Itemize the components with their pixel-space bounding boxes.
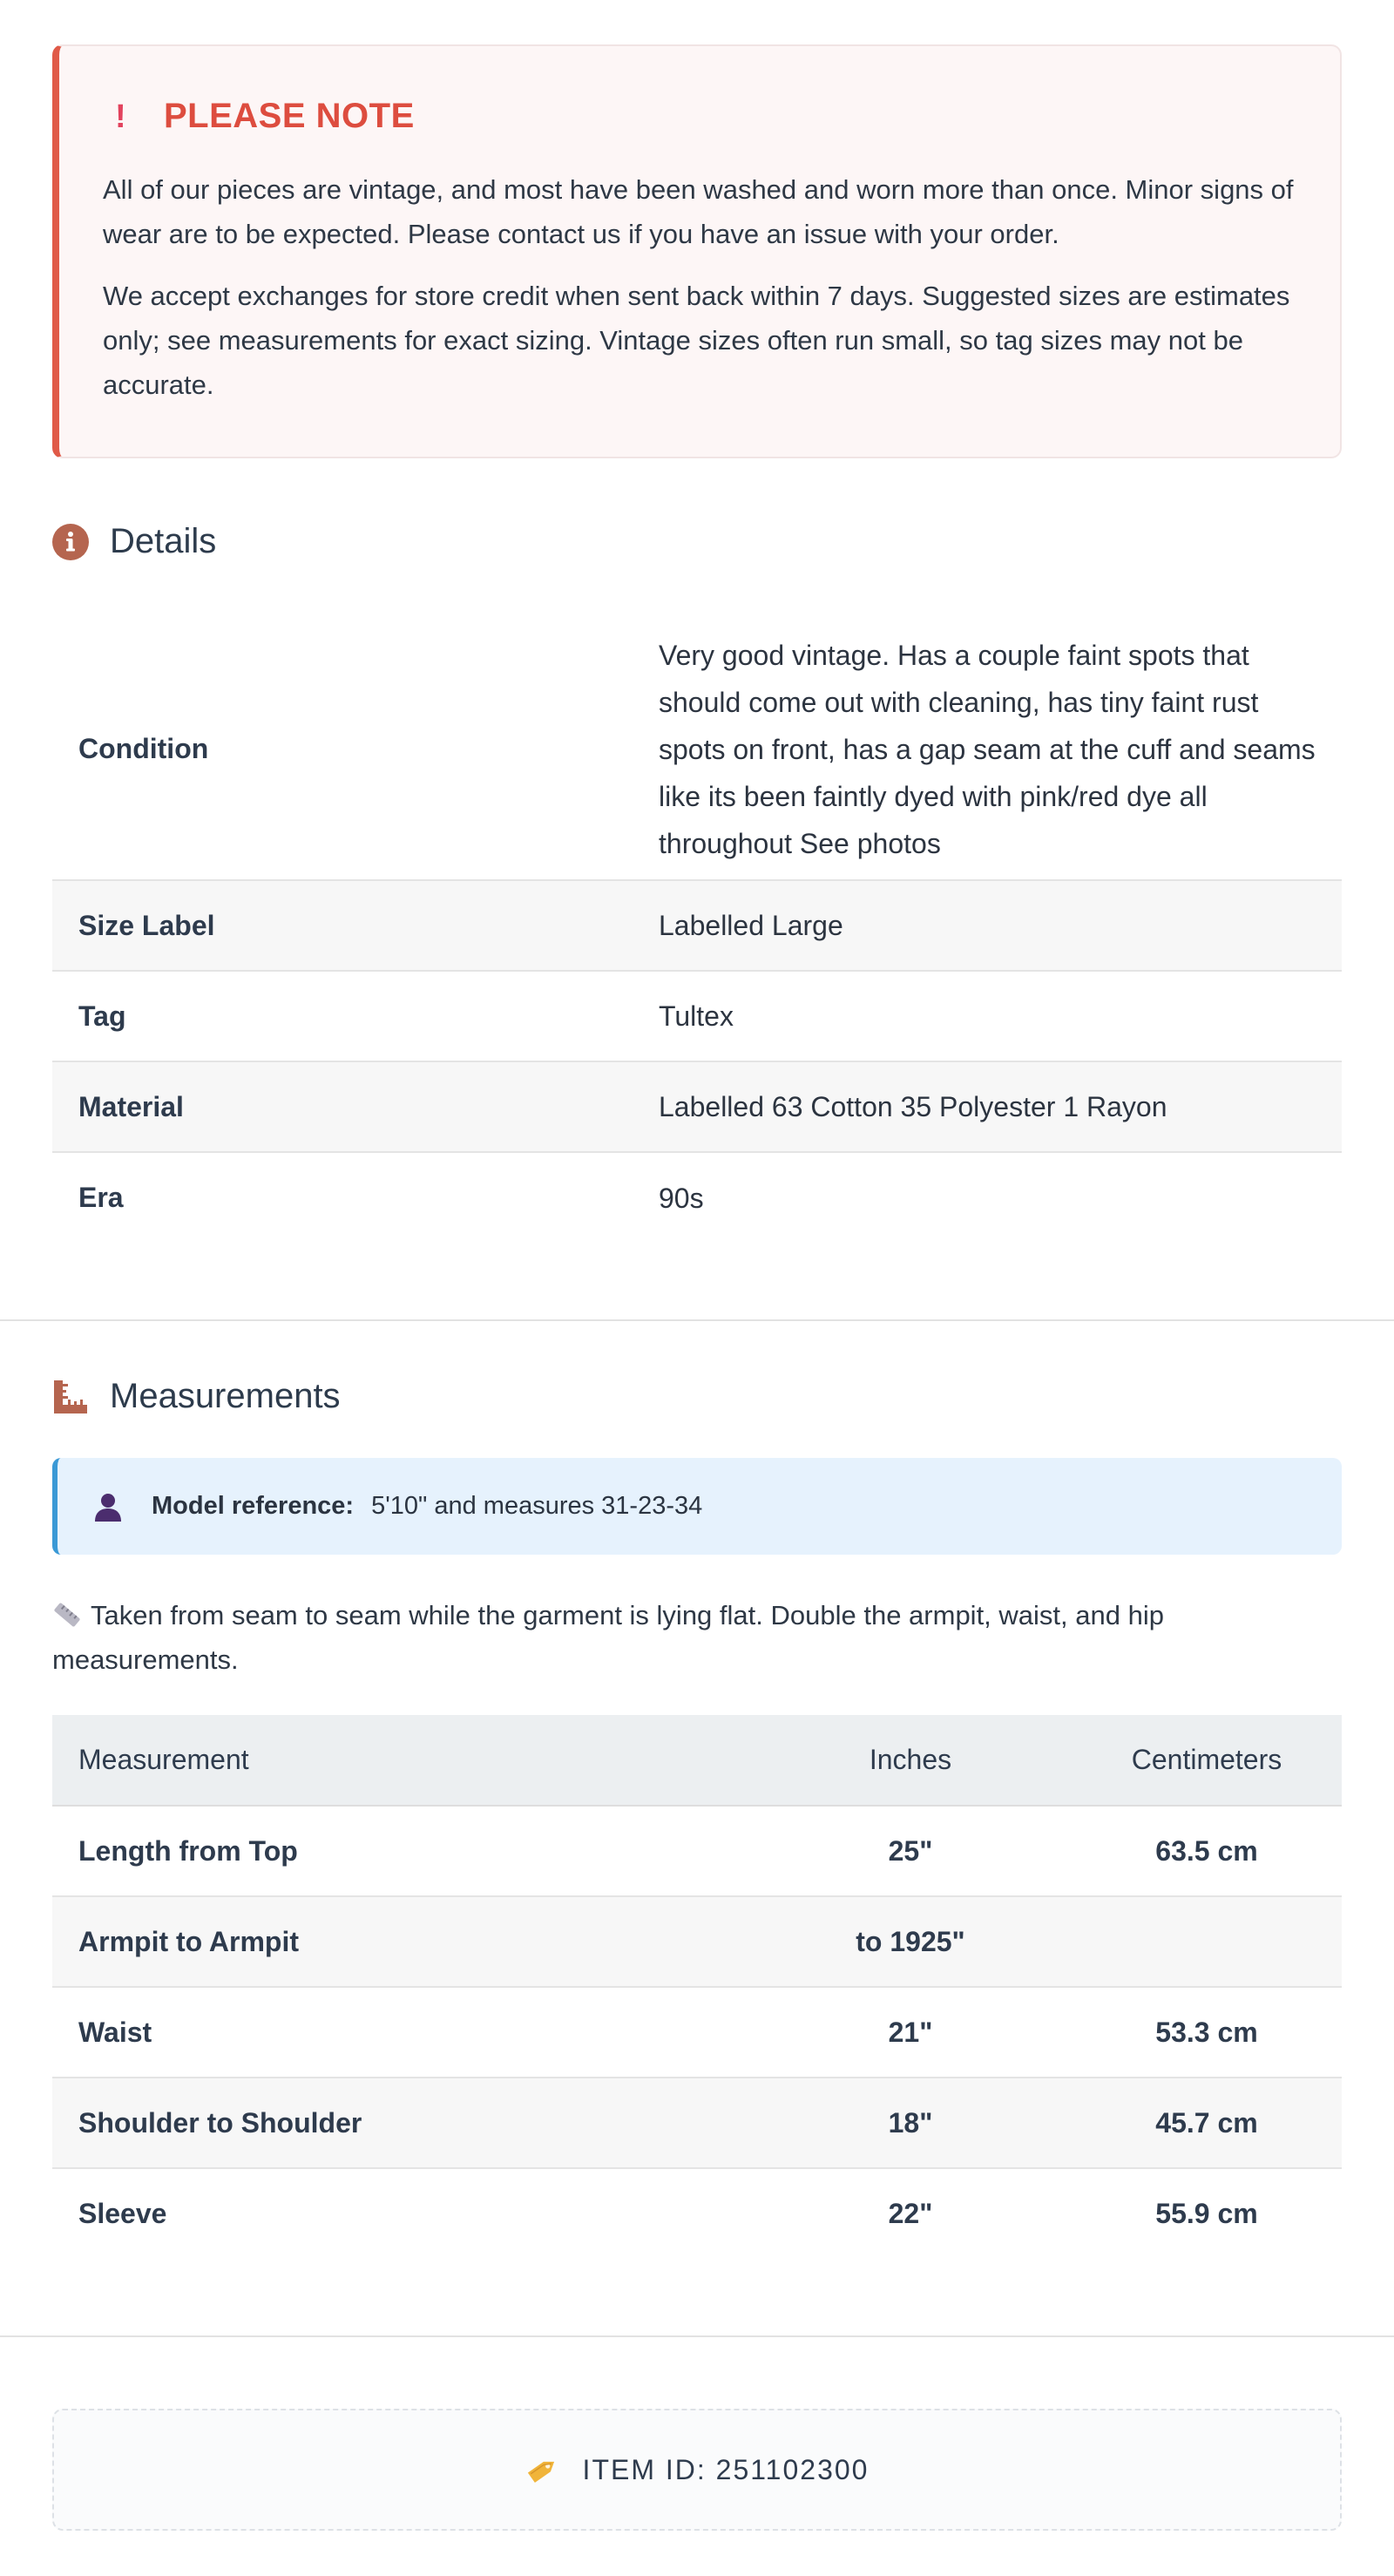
detail-label: Condition [52, 619, 633, 880]
measurement-inches: 25" [749, 1806, 1072, 1896]
column-header-inches: Inches [749, 1715, 1072, 1806]
detail-value: Labelled 63 Cotton 35 Polyester 1 Rayon [633, 1061, 1342, 1152]
measurement-note [52, 1593, 1307, 1682]
notice-paragraph-1: All of our pieces are vintage, and most have been washed and worn more than once. Minor signs of wear are to be expected. Please contact us if you have an issue with your order. [103, 174, 1294, 249]
details-row-material [52, 1061, 1342, 1152]
measurement-name: Length from Top [52, 1806, 749, 1896]
table-row [52, 1806, 1342, 1896]
measurement-name: Shoulder to Shoulder [52, 2078, 749, 2168]
notice-paragraph-2: We accept exchanges for store credit when sent back within 7 days. Suggested sizes are estimates only; see measurements for exact sizing. Vintage sizes often run small, so tag sizes may not be accurate. [103, 281, 1290, 400]
measurements-table [52, 1715, 1342, 2259]
model-reference-label: Model reference: [152, 1492, 355, 1520]
model-reference-box [52, 1458, 1342, 1555]
detail-value: 90s [659, 1182, 704, 1214]
details-row-condition [52, 619, 1342, 880]
item-id-box [52, 2409, 1342, 2531]
measurement-inches: 21" [749, 1987, 1072, 2078]
notice-title: PLEASE NOTE [164, 97, 415, 135]
measurement-inches: 18" [749, 2078, 1072, 2168]
measurement-inches: to 1925" [749, 1896, 1072, 1987]
measurement-name: Armpit to Armpit [52, 1896, 749, 1987]
measurement-cm: 45.7 cm [1072, 2078, 1342, 2168]
detail-label: Size Label [52, 880, 633, 971]
table-row [52, 2168, 1342, 2259]
details-row-size-label [52, 880, 1342, 971]
detail-label: Era [78, 1182, 124, 1213]
item-id-text: ITEM ID: 251102300 [582, 2453, 870, 2485]
info-icon [52, 524, 89, 560]
table-row [52, 1987, 1342, 2078]
tag-icon [525, 2452, 560, 2487]
model-reference-value: 5'10" and measures 31-23-34 [371, 1492, 703, 1520]
detail-value: Labelled Large [633, 880, 1342, 971]
measurements-heading [52, 1377, 341, 1416]
person-icon [92, 1491, 124, 1522]
details-table [52, 619, 1342, 1243]
column-header-centimeters: Centimeters [1072, 1715, 1342, 1806]
table-row [52, 2078, 1342, 2168]
straight-ruler-icon [52, 1600, 82, 1630]
measurements-title: Measurements [110, 1377, 341, 1415]
measurement-note-text: Taken from seam to seam while the garment is lying flat. Double the armpit, waist, and hip measurements. [52, 1600, 1164, 1675]
measurement-inches: 22" [888, 2198, 933, 2229]
please-note-box [52, 44, 1342, 458]
table-row [52, 1896, 1342, 1987]
measurement-name: Sleeve [78, 2198, 167, 2229]
measurement-name: Waist [52, 1987, 749, 2078]
measurements-header-row [52, 1715, 1342, 1806]
detail-value: Tultex [633, 971, 1342, 1061]
section-divider [0, 1319, 1394, 1321]
details-row-era [52, 1152, 1342, 1243]
measurement-cm: 55.9 cm [1155, 2198, 1258, 2229]
notice-header [103, 97, 1296, 136]
detail-value: Very good vintage. Has a couple faint spots that should come out with cleaning, has tiny faint rust spots on front, has a gap seam at the cuff and seams like its been faintly dyed with pink/red dye all throughout See photos [633, 619, 1342, 880]
measurement-cm [1072, 1896, 1342, 1987]
exclamation-icon: ! [115, 98, 126, 135]
column-header-measurement: Measurement [52, 1715, 749, 1806]
details-row-tag [52, 971, 1342, 1061]
measurement-cm: 53.3 cm [1072, 1987, 1342, 2078]
detail-label: Tag [52, 971, 633, 1061]
details-title: Details [110, 522, 217, 560]
detail-label: Material [52, 1061, 633, 1152]
details-heading [52, 522, 216, 561]
ruler-icon [52, 1379, 89, 1415]
measurement-cm: 63.5 cm [1072, 1806, 1342, 1896]
section-divider [0, 2335, 1394, 2337]
